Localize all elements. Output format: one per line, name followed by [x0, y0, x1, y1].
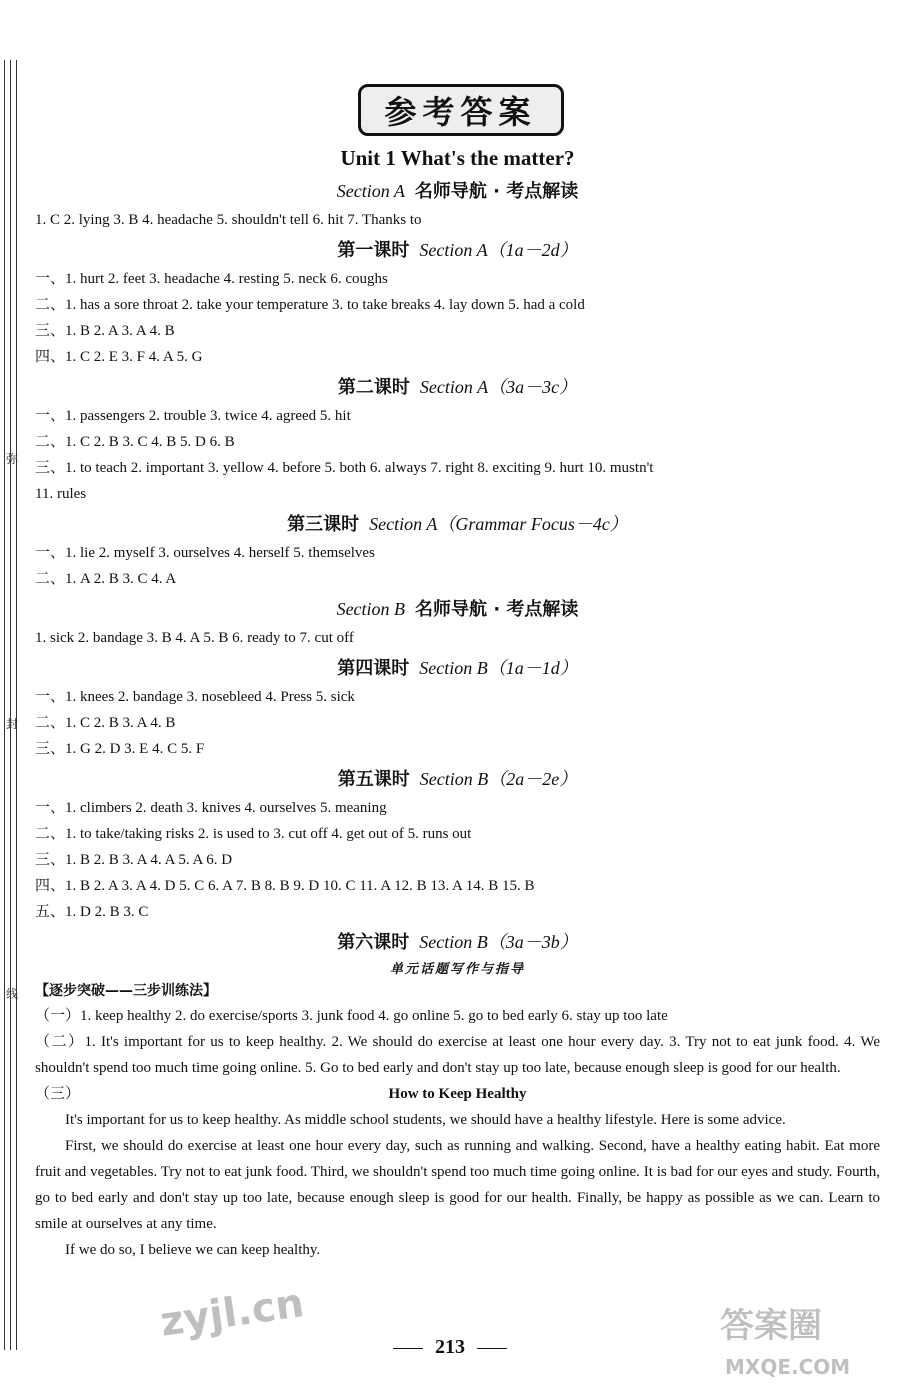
answer-row: 一、1. knees 2. bandage 3. nosebleed 4. Press 5. sick — [35, 689, 355, 705]
answer-banner — [348, 78, 568, 136]
banner-title: 参考答案 — [358, 84, 564, 136]
section-heading — [35, 510, 880, 536]
section-label: Section B（2a－2e） — [419, 769, 578, 789]
section-heading — [35, 236, 880, 262]
unit-title: Unit 1 What's the matter? — [340, 146, 575, 170]
binding-line — [4, 60, 5, 1350]
binding-margin — [0, 0, 30, 1390]
watermark-logo: 答案圈 — [720, 1306, 822, 1346]
binding-line — [16, 60, 17, 1350]
answer-row: 二、1. C 2. B 3. A 4. B — [35, 715, 176, 731]
essay — [35, 1081, 880, 1263]
answer-blocks — [35, 177, 880, 1081]
section-label: Section A（Grammar Focus－4c） — [369, 514, 628, 534]
lesson-label: 第三课时 — [287, 514, 360, 535]
answer-paragraph: （二）1. It's important for us to keep healthy. 2. We should do exercise at least one hour every day. 3. Try not to eat junk food. 4. We shouldn't spend too much time going online. 5. Go to bed early and don't stay up too late, because enough sleep is good for our health. — [35, 1034, 880, 1076]
section-heading — [35, 765, 880, 791]
essay-paragraph: First, we should do exercise at least one hour every day, such as running and walking. Second, have a healthy eating habit. Eat more fruit and vegetables. Try not to eat junk food. Third, we shouldn't spend too much time going online. It is bad for our eyes and study. Fourth, go to bed early and don't stay up too late, because enough sleep is good for our health. Finally, be happy as possible as we can. Learn to smile at ourselves at any time. — [35, 1138, 880, 1232]
section-label: Section A（3a－3c） — [419, 377, 578, 397]
section-heading — [35, 595, 880, 621]
answer-row: 1. C 2. lying 3. B 4. headache 5. shouldn't tell 6. hit 7. Thanks to — [35, 212, 422, 228]
lesson-label: 第五课时 — [337, 769, 410, 790]
binding-label: 封 — [6, 717, 19, 731]
section-heading — [35, 654, 880, 680]
section-heading — [35, 928, 880, 954]
lesson-label: 第一课时 — [337, 240, 410, 261]
answer-row: 四、1. B 2. A 3. A 4. D 5. C 6. A 7. B 8. B 9. D 10. C 11. A 12. B 13. A 14. B 15. B — [35, 878, 535, 894]
section-label: Section A — [336, 181, 405, 201]
essay-label: （三） — [35, 1086, 81, 1102]
section-label: Section B（3a－3b） — [419, 932, 578, 952]
answer-row: 三、1. B 2. A 3. A 4. B — [35, 323, 175, 339]
answer-row: 二、1. C 2. B 3. C 4. B 5. D 6. B — [35, 434, 235, 450]
lesson-label: 第六课时 — [337, 932, 410, 953]
page-number-text: 213 — [435, 1336, 465, 1358]
answer-row: （一）1. keep healthy 2. do exercise/sports 3. junk food 4. go online 5. go to bed early 6. stay up too late — [35, 1008, 668, 1024]
essay-paragraph: It's important for us to keep healthy. As middle school students, we should have a healthy lifestyle. Here is some advice. — [65, 1112, 786, 1128]
binding-label: 弥 — [6, 452, 19, 466]
binding-line — [10, 60, 11, 1350]
section-subtitle: 名师导航 · 考点解读 — [415, 599, 579, 620]
section-heading — [35, 373, 880, 399]
answer-row: 一、1. passengers 2. trouble 3. twice 4. agreed 5. hit — [35, 408, 351, 424]
answer-row: 三、1. B 2. B 3. A 4. A 5. A 6. D — [35, 852, 233, 868]
answer-row: 三、1. to teach 2. important 3. yellow 4. before 5. both 6. always 7. right 8. exciting 9. hurt 10. mustn't — [35, 460, 654, 476]
answer-row: 四、1. C 2. E 3. F 4. A 5. G — [35, 349, 203, 365]
answer-row: 一、1. hurt 2. feet 3. headache 4. resting 5. neck 6. coughs — [35, 271, 388, 287]
answer-content — [35, 78, 880, 1263]
section-label: Section B — [336, 599, 406, 619]
essay-paragraph: If we do so, I believe we can keep healthy. — [65, 1242, 321, 1258]
section-label: Section A（1a－2d） — [419, 240, 578, 260]
answer-row: 三、1. G 2. D 3. E 4. C 5. F — [35, 741, 205, 757]
lesson-label: 第二课时 — [337, 377, 410, 398]
answer-row: 一、1. lie 2. myself 3. ourselves 4. herself 5. themselves — [35, 545, 375, 561]
section-heading — [35, 177, 880, 203]
section-label: Section B（1a－1d） — [419, 658, 578, 678]
binding-label: 线 — [6, 987, 19, 1001]
training-tag: 【逐步突破——三步训练法】 — [35, 983, 217, 999]
answer-row: 1. sick 2. bandage 3. B 4. A 5. B 6. ready to 7. cut off — [35, 630, 354, 646]
answer-row: 二、1. to take/taking risks 2. is used to 3. cut off 4. get out of 5. runs out — [35, 826, 472, 842]
writing-guide-heading: 单元话题写作与指导 — [389, 962, 525, 977]
answer-row: 五、1. D 2. B 3. C — [35, 904, 149, 920]
answer-row: 二、1. has a sore throat 2. take your temperature 3. to take breaks 4. lay down 5. had a cold — [35, 297, 585, 313]
answer-row: 11. rules — [35, 486, 87, 502]
section-subtitle: 名师导航 · 考点解读 — [414, 181, 579, 202]
answer-row: 一、1. climbers 2. death 3. knives 4. ourselves 5. meaning — [35, 800, 387, 816]
essay-title: How to Keep Healthy — [388, 1086, 527, 1102]
watermark-text: zyjl.cn — [157, 1280, 307, 1346]
watermark-url: MXQE.COM — [725, 1355, 851, 1379]
lesson-label: 第四课时 — [337, 658, 410, 679]
answer-row: 二、1. A 2. B 3. C 4. A — [35, 571, 177, 587]
essay-header — [35, 1081, 880, 1107]
